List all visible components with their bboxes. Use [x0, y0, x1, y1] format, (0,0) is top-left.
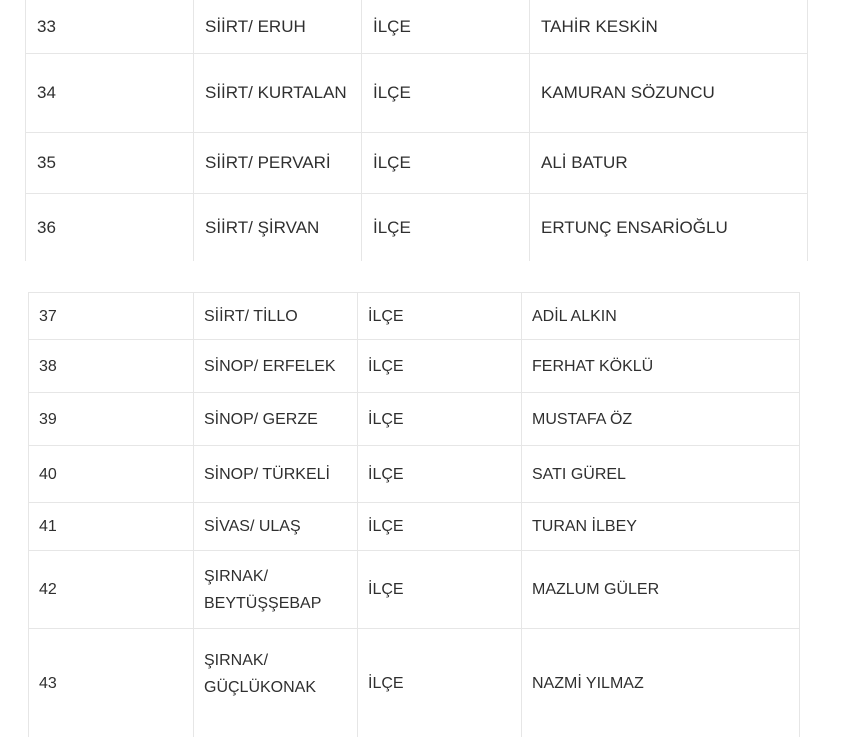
name-cell: NAZMİ YILMAZ: [522, 629, 800, 737]
row-number: 35: [26, 133, 194, 194]
type-cell: İLÇE: [358, 293, 522, 340]
row-number: 42: [29, 551, 194, 629]
type-cell: İLÇE: [358, 551, 522, 629]
location-line-2: BEYTÜŞŞEBAP: [204, 590, 357, 617]
location-cell: SİNOP/ ERFELEK: [194, 340, 358, 393]
name-cell: MAZLUM GÜLER: [522, 551, 800, 629]
table-row: [29, 551, 800, 629]
location-line-1: ŞIRNAK/: [204, 647, 357, 674]
location-cell: SİİRT/ ŞİRVAN: [194, 194, 362, 262]
name-cell: TAHİR KESKİN: [530, 0, 808, 54]
location-cell: [194, 629, 358, 737]
location-line-2: GÜÇLÜKONAK: [204, 674, 357, 701]
row-number: 41: [29, 503, 194, 551]
name-cell: ALİ BATUR: [530, 133, 808, 194]
table-row: [29, 503, 800, 551]
row-number: 33: [26, 0, 194, 54]
location-cell: SİVAS/ ULAŞ: [194, 503, 358, 551]
name-cell: TURAN İLBEY: [522, 503, 800, 551]
name-cell: SATI GÜREL: [522, 446, 800, 503]
type-cell: İLÇE: [358, 503, 522, 551]
row-number: 36: [26, 194, 194, 262]
table-row: [29, 340, 800, 393]
table-row: [29, 629, 800, 737]
location-cell: [194, 551, 358, 629]
location-line-1: ŞIRNAK/: [204, 563, 357, 590]
table-row: [26, 0, 808, 54]
results-table-top: [25, 0, 808, 261]
location-cell: SİNOP/ TÜRKELİ: [194, 446, 358, 503]
name-cell: KAMURAN SÖZUNCU: [530, 54, 808, 133]
name-cell: ERTUNÇ ENSARİOĞLU: [530, 194, 808, 262]
type-cell: İLÇE: [358, 340, 522, 393]
row-number: 38: [29, 340, 194, 393]
table-row: [26, 133, 808, 194]
location-cell: SİİRT/ TİLLO: [194, 293, 358, 340]
type-cell: İLÇE: [358, 629, 522, 737]
table-row: [29, 393, 800, 446]
row-number: 34: [26, 54, 194, 133]
table-row: [29, 446, 800, 503]
table-row: [26, 54, 808, 133]
type-cell: İLÇE: [358, 393, 522, 446]
table-row: [29, 293, 800, 340]
type-cell: İLÇE: [362, 0, 530, 54]
row-number: 40: [29, 446, 194, 503]
type-cell: İLÇE: [362, 133, 530, 194]
name-cell: MUSTAFA ÖZ: [522, 393, 800, 446]
name-cell: FERHAT KÖKLÜ: [522, 340, 800, 393]
row-number: 43: [29, 629, 194, 737]
location-cell: SİİRT/ PERVARİ: [194, 133, 362, 194]
type-cell: İLÇE: [358, 446, 522, 503]
row-number: 39: [29, 393, 194, 446]
location-cell: SİİRT/ KURTALAN: [194, 54, 362, 133]
type-cell: İLÇE: [362, 194, 530, 262]
name-cell: ADİL ALKIN: [522, 293, 800, 340]
location-cell: SİNOP/ GERZE: [194, 393, 358, 446]
type-cell: İLÇE: [362, 54, 530, 133]
row-number: 37: [29, 293, 194, 340]
location-cell: SİİRT/ ERUH: [194, 0, 362, 54]
table-row: [26, 194, 808, 262]
results-table-bottom: [28, 292, 800, 737]
